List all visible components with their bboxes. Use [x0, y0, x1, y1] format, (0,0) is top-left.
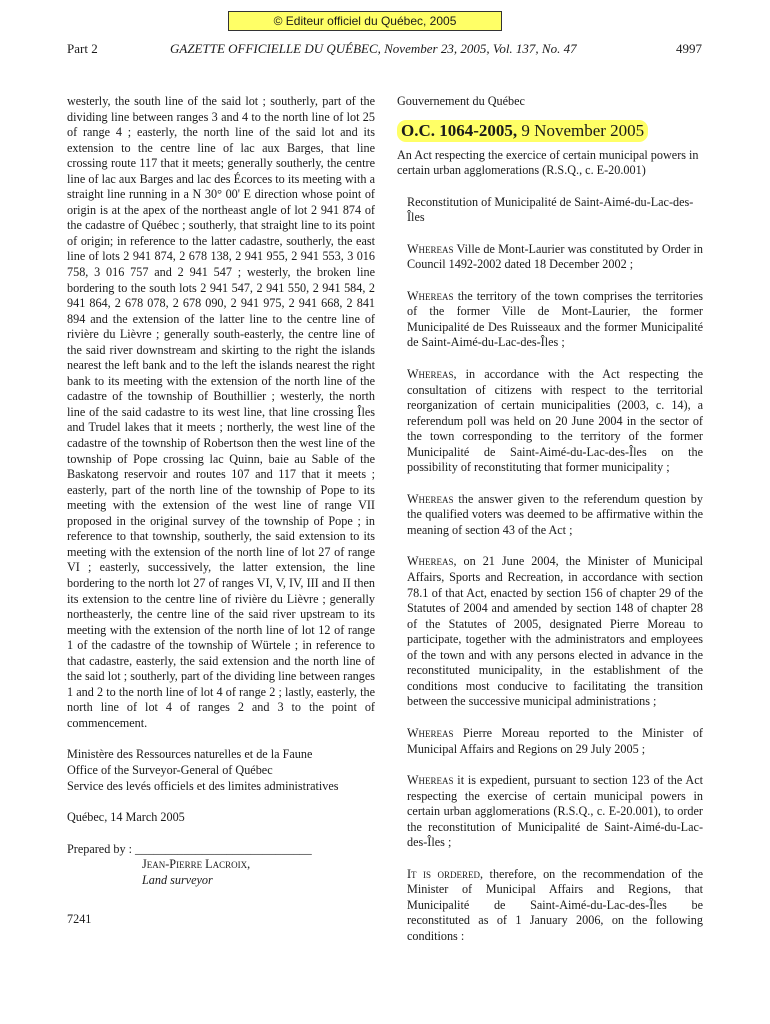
- whereas-5: [397, 554, 703, 709]
- whereas-3-text: , in accordance with the Act respecting the consultation of citizens with respect to the territorial reorganization of certain municipalities (2003, c. 14), a referendum poll was held on 20 June 2004 in the sector of the town corresponding to the territory of the former Municipalité de Saint-Aimé-du-Lac-des-Îles on the possibility of reconstituting that former municipality ;: [407, 367, 703, 475]
- it-is-ordered: [397, 867, 703, 945]
- oc-date: 9 November 2005: [517, 120, 645, 140]
- prepared-by: Prepared by : _____________________________: [67, 841, 312, 856]
- whereas-1-text: Ville de Mont-Laurier was constituted by Order in Council 1492-2002 dated 18 December 2002 ;: [407, 241, 703, 272]
- boundary-description: westerly, the south line of the said lot ; southerly, part of the dividing line between ranges 3 and 4 to the north line of lot 25 of range 4 ; easterly, the north line of the said lot and its extension to the centre line of lac aux Barges, that line crossing route 117 that it meets; generally southerly, the centre line of lac aux Barges and lac des Écorces to its meeting with a straight line running in a N 30° 00' E direction whose point of origin is at the apex of the northeast angle of lot 2 941 874 of the cadastre of Québec ; southerly, that straight line to its point of origin; in reference to the latter cadastre, southerly, the east line of lots 2 941 874, 2 678 138, 2 941 955, 2 941 553, 3 016 758, 3 016 757 and 2 941 547 ; westerly, the broken line bordering to the south lots 2 941 547, 2 941 550, 2 941 584, 2 941 864, 2 678 078, 2 678 090, 2 941 975, 2 941 668, 2 841 894 and the extension of the latter line to the centre line of rivière du Lièvre ; generally south-easterly, the centre line of the said river downstream and skirting to the right the islands nearest the left bank and to the left the islands nearest the right bank to its meeting with the extension of the north line of the cadastre of the township of Bouthillier ; westerly, the north line of the said cadastre to its west line, that line crossing Îles and Trudel lakes that it meets ; northerly, the west line of the cadastre of the township of Robertson then the west line of the township of Pope crossing lac Quinn, baie au Sable of the Baskatong reservoir and routes 107 and 117 that it meets ; easterly, part of the north line of the township of Pope to its meeting with the extension of the west line of range VII proposed in the original survey of the township of Pope ; in reference to that township, southerly, the said extension to its meeting with the extension of the north line of lot 27 of range VI ; easterly, successively, the latter extension, the line bordering to the north lot 27 of ranges VI, V, IV, III and II then its extension to the centre line of rivière du Lièvre ; generally northeasterly, the centre line of the said river upstream to its meeting with the extension of the north line of lot 12 of range 1 of the cadastre of the township of Würtele ; in reference to that cadastre, easterly, the said extension and the north line of the said lot ; southerly, part of the dividing line between ranges 1 and 2 to the north line of lot 4 of range 2 ; lastly, easterly, the north line of lot 4 of ranges 2 and 3 to the point of commencement.: [67, 94, 375, 730]
- whereas-1: [397, 242, 703, 273]
- signature-date: Québec, 14 March 2005: [67, 810, 185, 825]
- government-heading: Gouvernement du Québec: [397, 94, 525, 108]
- ministry-block: [67, 747, 375, 794]
- whereas-7: [397, 773, 703, 851]
- whereas-word: Whereas: [407, 554, 454, 569]
- whereas-word: Whereas: [407, 288, 454, 303]
- whereas-4-text: the answer given to the referendum question by the qualified voters was deemed to be affirmative within the meaning of section 43 of the Act ;: [407, 491, 703, 537]
- order-subject: Reconstitution of Municipalité de Saint-Aimé-du-Lac-des-Îles: [407, 194, 694, 225]
- whereas-3: [397, 367, 703, 476]
- surveyor-name: Jean-Pierre Lacroix,: [142, 857, 251, 872]
- ministry-line-3: Service des levés officiels et des limites administratives: [67, 778, 339, 793]
- act-title: An Act respecting the exercice of certain municipal powers in certain urban agglomerations (R.S.Q., c. E-20.001): [397, 147, 699, 178]
- whereas-6: [397, 726, 703, 757]
- whereas-7-text: it is expedient, pursuant to section 123 of the Act respecting the exercise of certain municipal powers in certain urban agglomerations (R.S.Q., c. E-20.001), to order the reconstitution of Municipalité de Saint-Aimé-du-Lac-des-Îles ;: [407, 773, 703, 850]
- whereas-word: Whereas: [407, 367, 454, 382]
- left-column: [67, 94, 375, 928]
- surveyor-title: Land surveyor: [142, 872, 213, 887]
- oc-number: O.C. 1064-2005,: [401, 120, 518, 140]
- whereas-4: [397, 492, 703, 539]
- oc-highlight: [397, 120, 648, 142]
- header-page-number: 4997: [676, 41, 702, 56]
- it-is-ordered-text: , therefore, on the recommendation of the Minister of Municipal Affairs and Regions, that Municipalité de Saint-Aimé-du-Lac-des-Îles be reconstituted as of 1 January 2006, on the following conditions :: [407, 866, 704, 943]
- whereas-word: Whereas: [407, 241, 454, 256]
- header-title: GAZETTE OFFICIELLE DU QUÉBEC, November 23, 2005, Vol. 137, No. 47: [170, 41, 577, 56]
- order-in-council-heading: [397, 120, 703, 142]
- whereas-word: Whereas: [407, 491, 454, 506]
- right-column: [397, 94, 703, 945]
- whereas-word: Whereas: [407, 725, 454, 740]
- whereas-2: [397, 289, 703, 351]
- reference-number: 7241: [67, 912, 92, 927]
- copyright-banner: © Editeur officiel du Québec, 2005: [228, 11, 502, 31]
- ministry-line-2: Office of the Surveyor-General of Québec: [67, 762, 273, 777]
- whereas-2-text: the territory of the town comprises the territories of the former Ville de Mont-Laurier, the former Municipalité de Des Ruisseaux and the former Municipalité de Saint-Aimé-du-Lac-des-Îles ;: [407, 288, 703, 350]
- header-part: Part 2: [67, 41, 98, 56]
- ordered-word: It is ordered: [407, 866, 481, 881]
- ministry-line-1: Ministère des Ressources naturelles et de la Faune: [67, 747, 313, 762]
- whereas-6-text: Pierre Moreau reported to the Minister of Municipal Affairs and Regions on 29 July 2005 ;: [407, 725, 703, 756]
- whereas-word: Whereas: [407, 773, 454, 788]
- whereas-5-text: , on 21 June 2004, the Minister of Municipal Affairs, Sports and Recreation, in accordance with section 78.1 of that Act, enacted by section 156 of chapter 29 of the Statutes of 2004 and amended by section 148 of chapter 28 of the Statutes of 2005, designated Pierre Moreau to participate, together with the administrators and employees of the town and with any persons elected in advance in the reconstituted municipality, in the establishment of the conditions most conducive to facilitating the transition between the successive municipal administrations ;: [407, 554, 703, 709]
